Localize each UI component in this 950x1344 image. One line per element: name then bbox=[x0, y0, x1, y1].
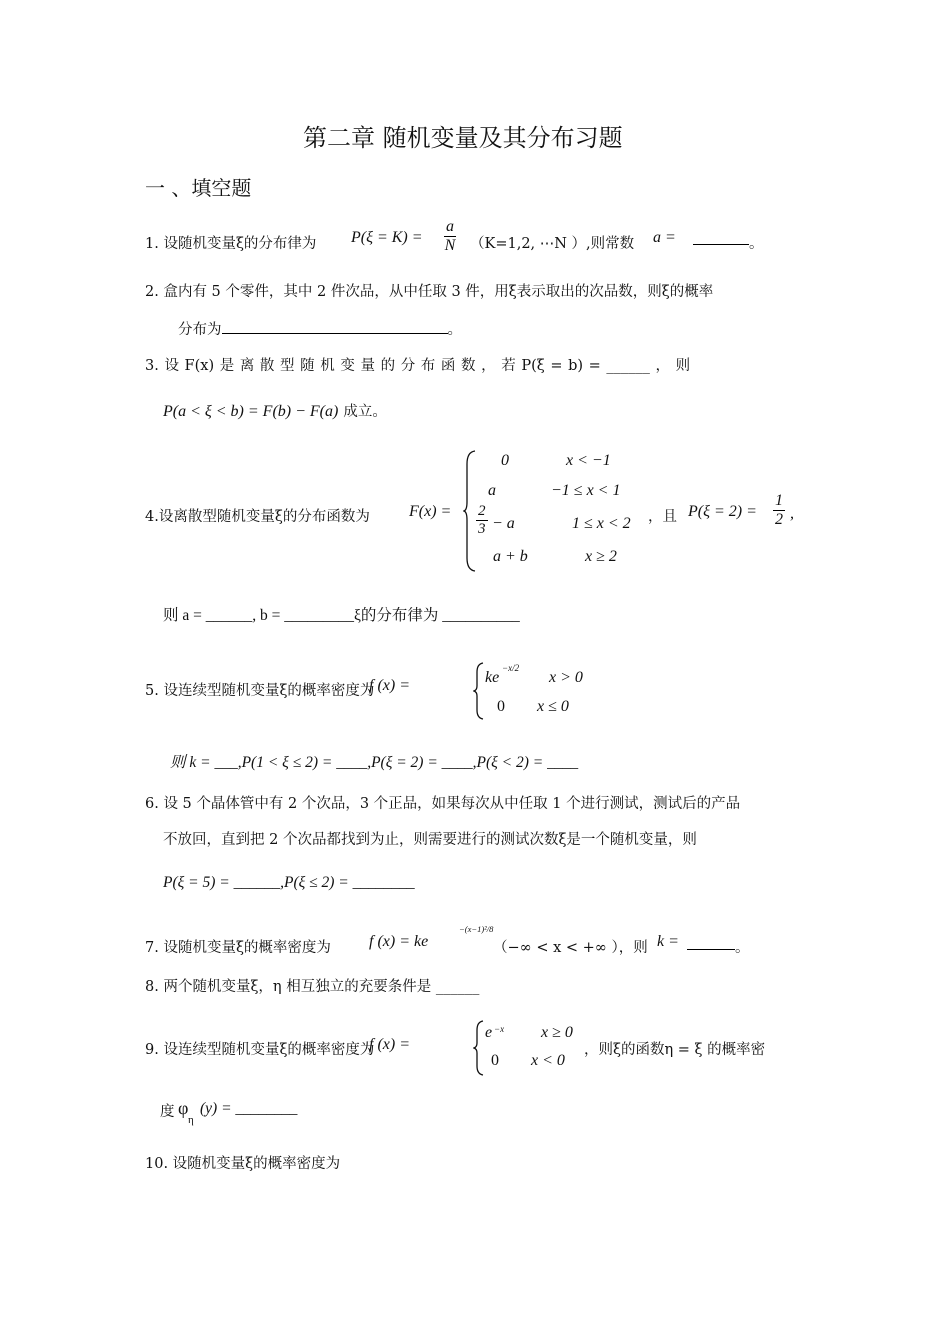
q9-fx: f (x) = bbox=[369, 1036, 410, 1053]
question-10: 10. 设随机变量ξ的概率密度为 bbox=[145, 1156, 341, 1172]
q4-brace-icon bbox=[463, 450, 477, 572]
q4-case1-val: 0 bbox=[501, 452, 509, 469]
q1-text: 1. 设随机变量ξ的分布律为 bbox=[145, 236, 317, 252]
q1-range: （K=1,2, ⋯N ）,则常数 bbox=[470, 236, 635, 252]
q9-phi-sub: η bbox=[188, 1114, 194, 1126]
q9-case2-val: 0 bbox=[491, 1052, 499, 1069]
question-2-line1: 2. 盒内有 5 个零件，其中 2 件次品，从中任取 3 件，用ξ表示取出的次品数，则ξ的概率 bbox=[145, 284, 714, 300]
q5-fx: f (x) = bbox=[369, 677, 410, 694]
q5-case1-val: ke bbox=[485, 669, 500, 686]
q4-case3-frac bbox=[476, 503, 488, 538]
q1-blank[interactable] bbox=[693, 232, 749, 245]
q1-fraction bbox=[444, 218, 456, 255]
q4-case2-cond: −1 ≤ x < 1 bbox=[551, 482, 621, 499]
question-8: 8. 两个随机变量ξ，η 相互独立的充要条件是 ______ bbox=[145, 979, 480, 995]
q9-case1-val: e bbox=[485, 1024, 493, 1041]
q7-end: 。 bbox=[735, 940, 750, 956]
q9-post: ，则ξ的函数η = ξ 的概率密 bbox=[584, 1042, 766, 1058]
q2-blank[interactable] bbox=[222, 321, 448, 334]
q9-case1-cond: x ≥ 0 bbox=[541, 1024, 573, 1041]
q5-case1-exp: −x/2 bbox=[502, 663, 520, 673]
q7-text: 7. 设随机变量ξ的概率密度为 bbox=[145, 940, 331, 956]
q1-end: 。 bbox=[749, 236, 764, 252]
q7-fx: f (x) = ke bbox=[369, 933, 429, 950]
q4-case4-val: a + b bbox=[493, 548, 528, 565]
question-2-line2 bbox=[178, 318, 462, 339]
q9-phi: φ bbox=[178, 1098, 189, 1118]
q9-text: 9. 设连续型随机变量ξ的概率密度为 bbox=[145, 1042, 375, 1058]
q3-text: 成立。 bbox=[343, 404, 387, 420]
q4-case3-frac-den: 3 bbox=[478, 521, 486, 537]
q4-case4-cond: x ≥ 2 bbox=[585, 548, 617, 565]
question-7 bbox=[145, 922, 785, 958]
q7-exp: −(x−1)²/8 bbox=[459, 924, 494, 934]
q4-cond-num: 1 bbox=[775, 492, 783, 509]
q9-case1-exp: −x bbox=[494, 1024, 505, 1034]
q4-condition: P(ξ = 2) = bbox=[688, 503, 757, 520]
section-heading: 一 、填空题 bbox=[145, 176, 252, 200]
question-6-line1: 6. 设 5 个晶体管中有 2 个次品，3 个正品，如果每次从中任取 1 个进行测试，测试后的产品 bbox=[145, 796, 741, 812]
question-6-line3: P(ξ = 5) = ______,P(ξ ≤ 2) = ________ bbox=[163, 874, 415, 891]
q2-end: 。 bbox=[447, 322, 462, 338]
q5-text: 5. 设连续型随机变量ξ的概率密度为 bbox=[145, 683, 375, 699]
q2-prefix: 分布为 bbox=[178, 322, 222, 338]
q1-lhs: a = bbox=[653, 229, 676, 246]
question-5 bbox=[145, 660, 625, 722]
q4-case1-cond: x < −1 bbox=[566, 452, 611, 469]
question-4 bbox=[145, 448, 825, 578]
q7-blank[interactable] bbox=[687, 937, 735, 950]
q9-brace-icon bbox=[473, 1020, 485, 1076]
q4-case3-val: − a bbox=[492, 515, 515, 532]
q3-formula: P(a < ξ < b) = F(b) − F(a) bbox=[163, 403, 339, 420]
q9-line2-prefix: 度 bbox=[160, 1104, 175, 1120]
question-6-line2: 不放回，直到把 2 个次品都找到为止，则需要进行的测试次数ξ是一个随机变量，则 bbox=[163, 832, 697, 848]
question-5-line2: 则 k = ___,P(1 < ξ ≤ 2) = ____,P(ξ = 2) = ____,P(ξ < 2) = ____ bbox=[170, 754, 579, 771]
q5-brace-icon bbox=[473, 662, 485, 720]
q4-comma: , bbox=[790, 505, 794, 522]
q5-case1-cond: x > 0 bbox=[549, 669, 583, 686]
question-3-line1: 3. 设 F(x) 是 离 散 型 随 机 变 量 的 分 布 函 数 ， 若 P(ξ = b) = ______ ， 则 bbox=[145, 358, 691, 374]
q1-frac-den: N bbox=[444, 237, 456, 254]
q4-text: 4.设离散型随机变量ξ的分布函数为 bbox=[145, 509, 370, 525]
page-title: 第二章 随机变量及其分布习题 bbox=[303, 124, 623, 152]
q9-line2-formula: (y) = ________ bbox=[200, 1100, 298, 1117]
q4-case3-cond: 1 ≤ x < 2 bbox=[572, 515, 631, 532]
q9-case2-cond: x < 0 bbox=[531, 1052, 565, 1069]
q5-case2-val: 0 bbox=[497, 698, 505, 715]
question-4-line2: 则 a = ______, b = _________ξ的分布律为 __________ bbox=[163, 607, 520, 624]
q4-case2-val: a bbox=[488, 482, 496, 499]
q4-cond-fraction bbox=[773, 492, 785, 529]
q4-cond-den: 2 bbox=[775, 511, 783, 528]
q1-formula: P(ξ = K) = bbox=[351, 229, 423, 246]
q7-lhs: k = bbox=[657, 933, 679, 950]
question-3-line2 bbox=[163, 400, 387, 421]
question-9 bbox=[145, 1018, 825, 1078]
q4-post: ，且 bbox=[648, 509, 677, 525]
q4-fx: F(x) = bbox=[409, 503, 452, 520]
q7-range: （−∞ < x < +∞ ），则 bbox=[493, 940, 648, 956]
q5-case2-cond: x ≤ 0 bbox=[537, 698, 569, 715]
q4-case3-frac-num: 2 bbox=[478, 503, 486, 519]
q1-frac-num: a bbox=[446, 218, 454, 235]
